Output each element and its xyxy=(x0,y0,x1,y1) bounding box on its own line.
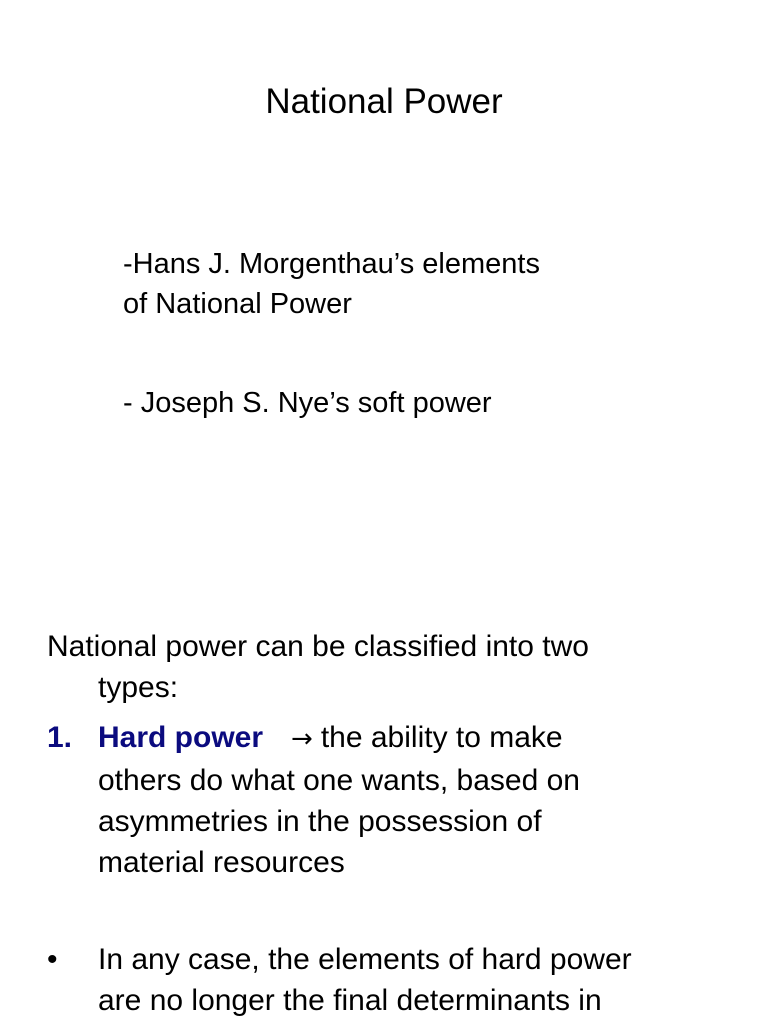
nye-item xyxy=(123,383,683,423)
slide-title: National Power xyxy=(265,82,503,121)
morgenthau-line-1: -Hans J. Morgenthau’s elements xyxy=(123,248,540,280)
bullet-line-2: are no longer the final determinants in xyxy=(98,984,602,1017)
intro-line-2: types: xyxy=(98,671,179,704)
nye-line-1: - Joseph S. Nye’s soft power xyxy=(123,387,492,419)
right-arrow-icon: → xyxy=(291,724,313,754)
hard-power-line-1 xyxy=(98,717,718,760)
intro-paragraph xyxy=(47,626,737,708)
bullet-icon: • xyxy=(47,943,58,976)
intro-line-1: National power can be classified into two xyxy=(47,630,589,663)
bullet-body xyxy=(98,939,738,1021)
morgenthau-line-2: of National Power xyxy=(123,288,352,320)
bullet-line-1: In any case, the elements of hard power xyxy=(98,943,632,976)
hard-power-line-4: material resources xyxy=(98,846,345,879)
list-number: 1. xyxy=(47,721,73,754)
hard-power-line-3: asymmetries in the possession of xyxy=(98,805,542,838)
hard-power-definition-start: the ability to make xyxy=(320,721,563,754)
hard-power-line-2: others do what one wants, based on xyxy=(98,764,580,797)
hard-power-body xyxy=(98,717,718,883)
hard-power-term: Hard power xyxy=(98,721,264,754)
morgenthau-item xyxy=(123,244,683,324)
